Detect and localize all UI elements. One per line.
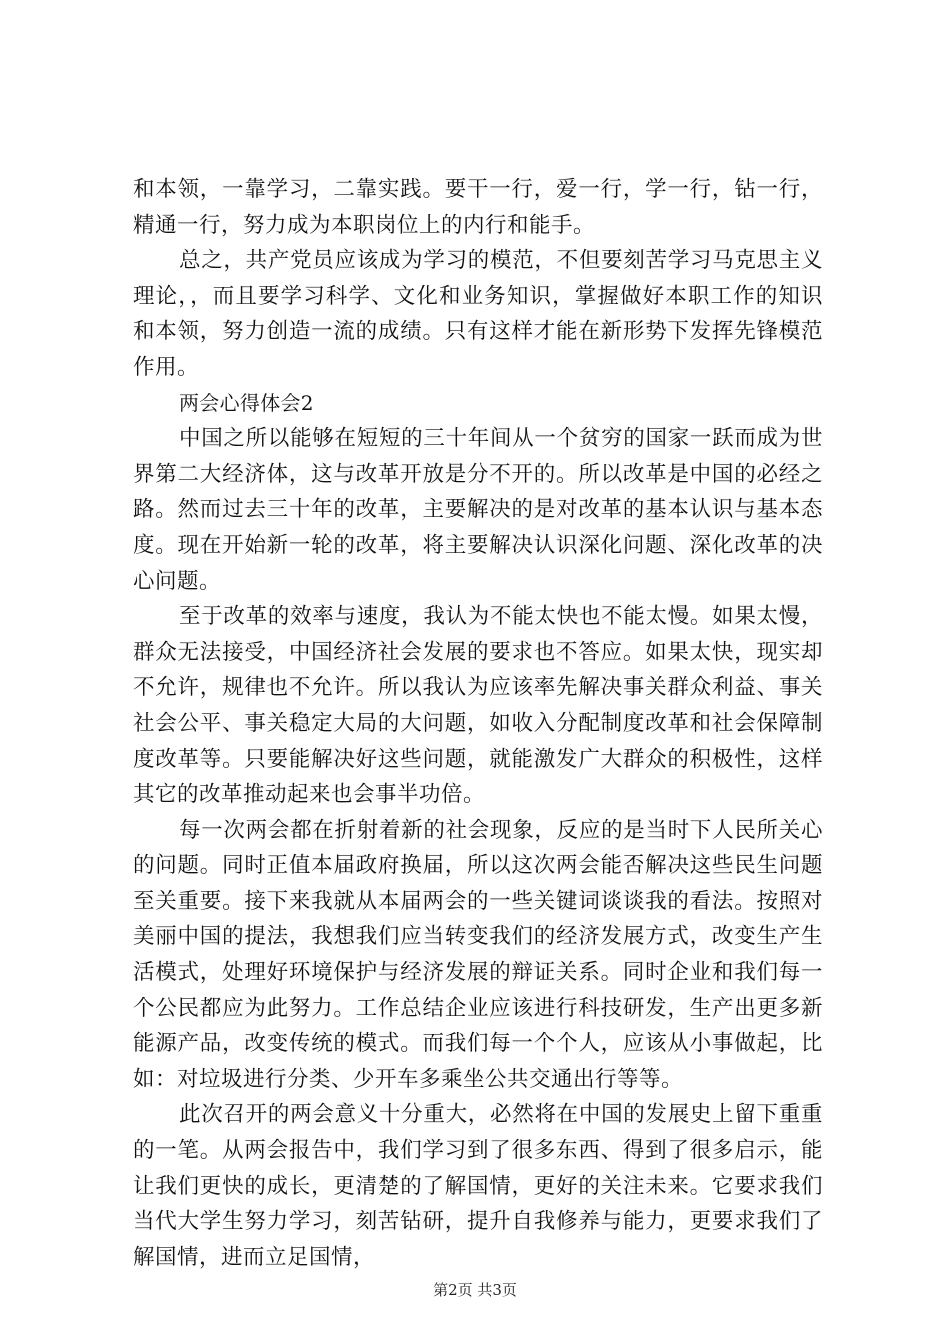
paragraph-significance: 此次召开的两会意义十分重大，必然将在中国的发展史上留下重重的一笔。从两会报告中，我们学习到了很多东西、得到了很多启示，能让我们更快的成长，更清楚的了解国情，更好的关注未来。它要求我们当代大学生努力学习，刻苦钻研，提升自我修养与能力，更要求我们了解国情，进而立足国情，: [133, 1102, 823, 1270]
document-body: [133, 172, 823, 1275]
section-title: 两会心得体会2: [179, 390, 314, 415]
paragraph-reform-speed: 至于改革的效率与速度，我认为不能太快也不能太慢。如果太慢，群众无法接受，中国经济社会发展的要求也不答应。如果太快，现实却不允许，规律也不允许。所以我认为应该率先解决事关群众利益、事关社会公平、事关稳定大局的大问题，如收入分配制度改革和社会保障制度改革等。只要能解决好这些问题，就能激发广大群众的积极性，这样其它的改革推动起来也会事半功倍。: [133, 604, 823, 808]
paragraph-continuation: 和本领，一靠学习，二靠实践。要干一行，爱一行，学一行，钻一行，精通一行，努力成为本职岗位上的内行和能手。: [133, 177, 823, 238]
paragraph-summary: 总之，共产党员应该成为学习的模范，不但要刻苦学习马克思主义理论，，而且要学习科学、文化和业务知识，掌握做好本职工作的知识和本领，努力创造一流的成绩。只有这样才能在新形势下发挥先锋模范作用。: [133, 248, 823, 380]
page-number-footer: 第2页 共3页: [433, 1281, 517, 1299]
paragraph-two-sessions-view: 每一次两会都在折射着新的社会现象，反应的是当时下人民所关心的问题。同时正值本届政府换届，所以这次两会能否解决这些民生问题至关重要。接下来我就从本届两会的一些关键词谈谈我的看法。按照对美丽中国的提法，我想我们应当转变我们的经济发展方式，改变生产生活模式，处理好环境保护与经济发展的辩证关系。同时企业和我们每一个公民都应为此努力。工作总结企业应该进行科技研发，生产出更多新能源产品，改变传统的模式。而我们每一个个人，应该从小事做起，比如：对垃圾进行分类、少开车多乘坐公共交通出行等等。: [133, 817, 823, 1092]
paragraph-reform-history: 中国之所以能够在短短的三十年间从一个贫穷的国家一跃而成为世界第二大经济体，这与改革开放是分不开的。所以改革是中国的必经之路。然而过去三十年的改革，主要解决的是对改革的基本认识与基本态度。现在开始新一轮的改革，将主要解决认识深化问题、深化改革的决心问题。: [133, 426, 823, 594]
